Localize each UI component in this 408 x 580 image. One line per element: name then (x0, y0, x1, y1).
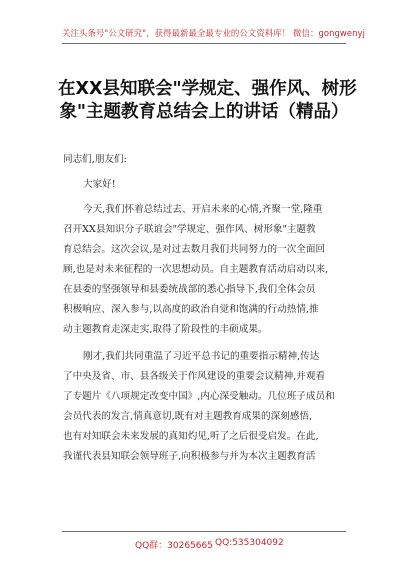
paragraph-line: 了中央及省、市、县各级关于作风建设的重要会议精神,并观看 (63, 371, 326, 382)
footer-qq-contact: QQ:535304092 (215, 538, 284, 548)
paragraph-line: 也有对知联会未来发展的真知灼见,听了之后很受启发。在此, (63, 431, 319, 442)
paragraph-line: 了专题片《八项规定改变中国》,内心深受触动。几位班子成员和 (63, 391, 335, 402)
paragraph-line: 在县委的坚强领导和县委统战部的悉心指导下,我们全体会员 (63, 284, 316, 295)
paragraph-line: 会员代表的发言,情真意切,既有对主题教育成果的深刻感悟, (63, 411, 312, 422)
paragraph-line: 育总结会。这次会议,是对过去数月我们共同努力的一次全面回 (63, 244, 326, 255)
paragraph-line: 动主题教育走深走实,取得了阶段性的丰硕成果。 (63, 324, 268, 335)
header-divider (62, 43, 346, 44)
greeting: 大家好! (83, 179, 116, 190)
paragraph-line: 今天,我们怀着总结过去、开启未来的心情,齐聚一堂,隆重 (83, 204, 323, 215)
paragraph-line: 我谨代表县知联会领导班子,向积极参与并为本次主题教育活 (63, 451, 316, 462)
paragraph-line: 刚才,我们共同重温了习近平总书记的重要指示精神,传达 (83, 351, 320, 362)
title-line: 象"主题教育总结会上的讲话（精品） (59, 102, 349, 122)
paragraph-line: 积极响应、深入参与,以高度的政治自觉和饱满的行动热情,推 (63, 304, 319, 315)
salutation: 同志们,朋友们: (63, 154, 127, 165)
paragraph-line: 召开XX县知识分子联谊会"学规定、强作风、树形象"主题教 (63, 224, 316, 235)
document-title (58, 78, 357, 124)
header-banner: 关注头条号"公文研究"，获得最新最全最专业的公文资料库！ 微信：gongwenyj (62, 28, 365, 38)
title-line: 在XX县知联会"学规定、强作风、树形 (58, 79, 357, 99)
footer-divider (62, 531, 346, 532)
footer-qq-group: QQ群：30265665 (135, 541, 213, 551)
paragraph-line: 顾,也是对未来征程的一次思想动员。自主题教育活动启动以来, (63, 264, 329, 275)
